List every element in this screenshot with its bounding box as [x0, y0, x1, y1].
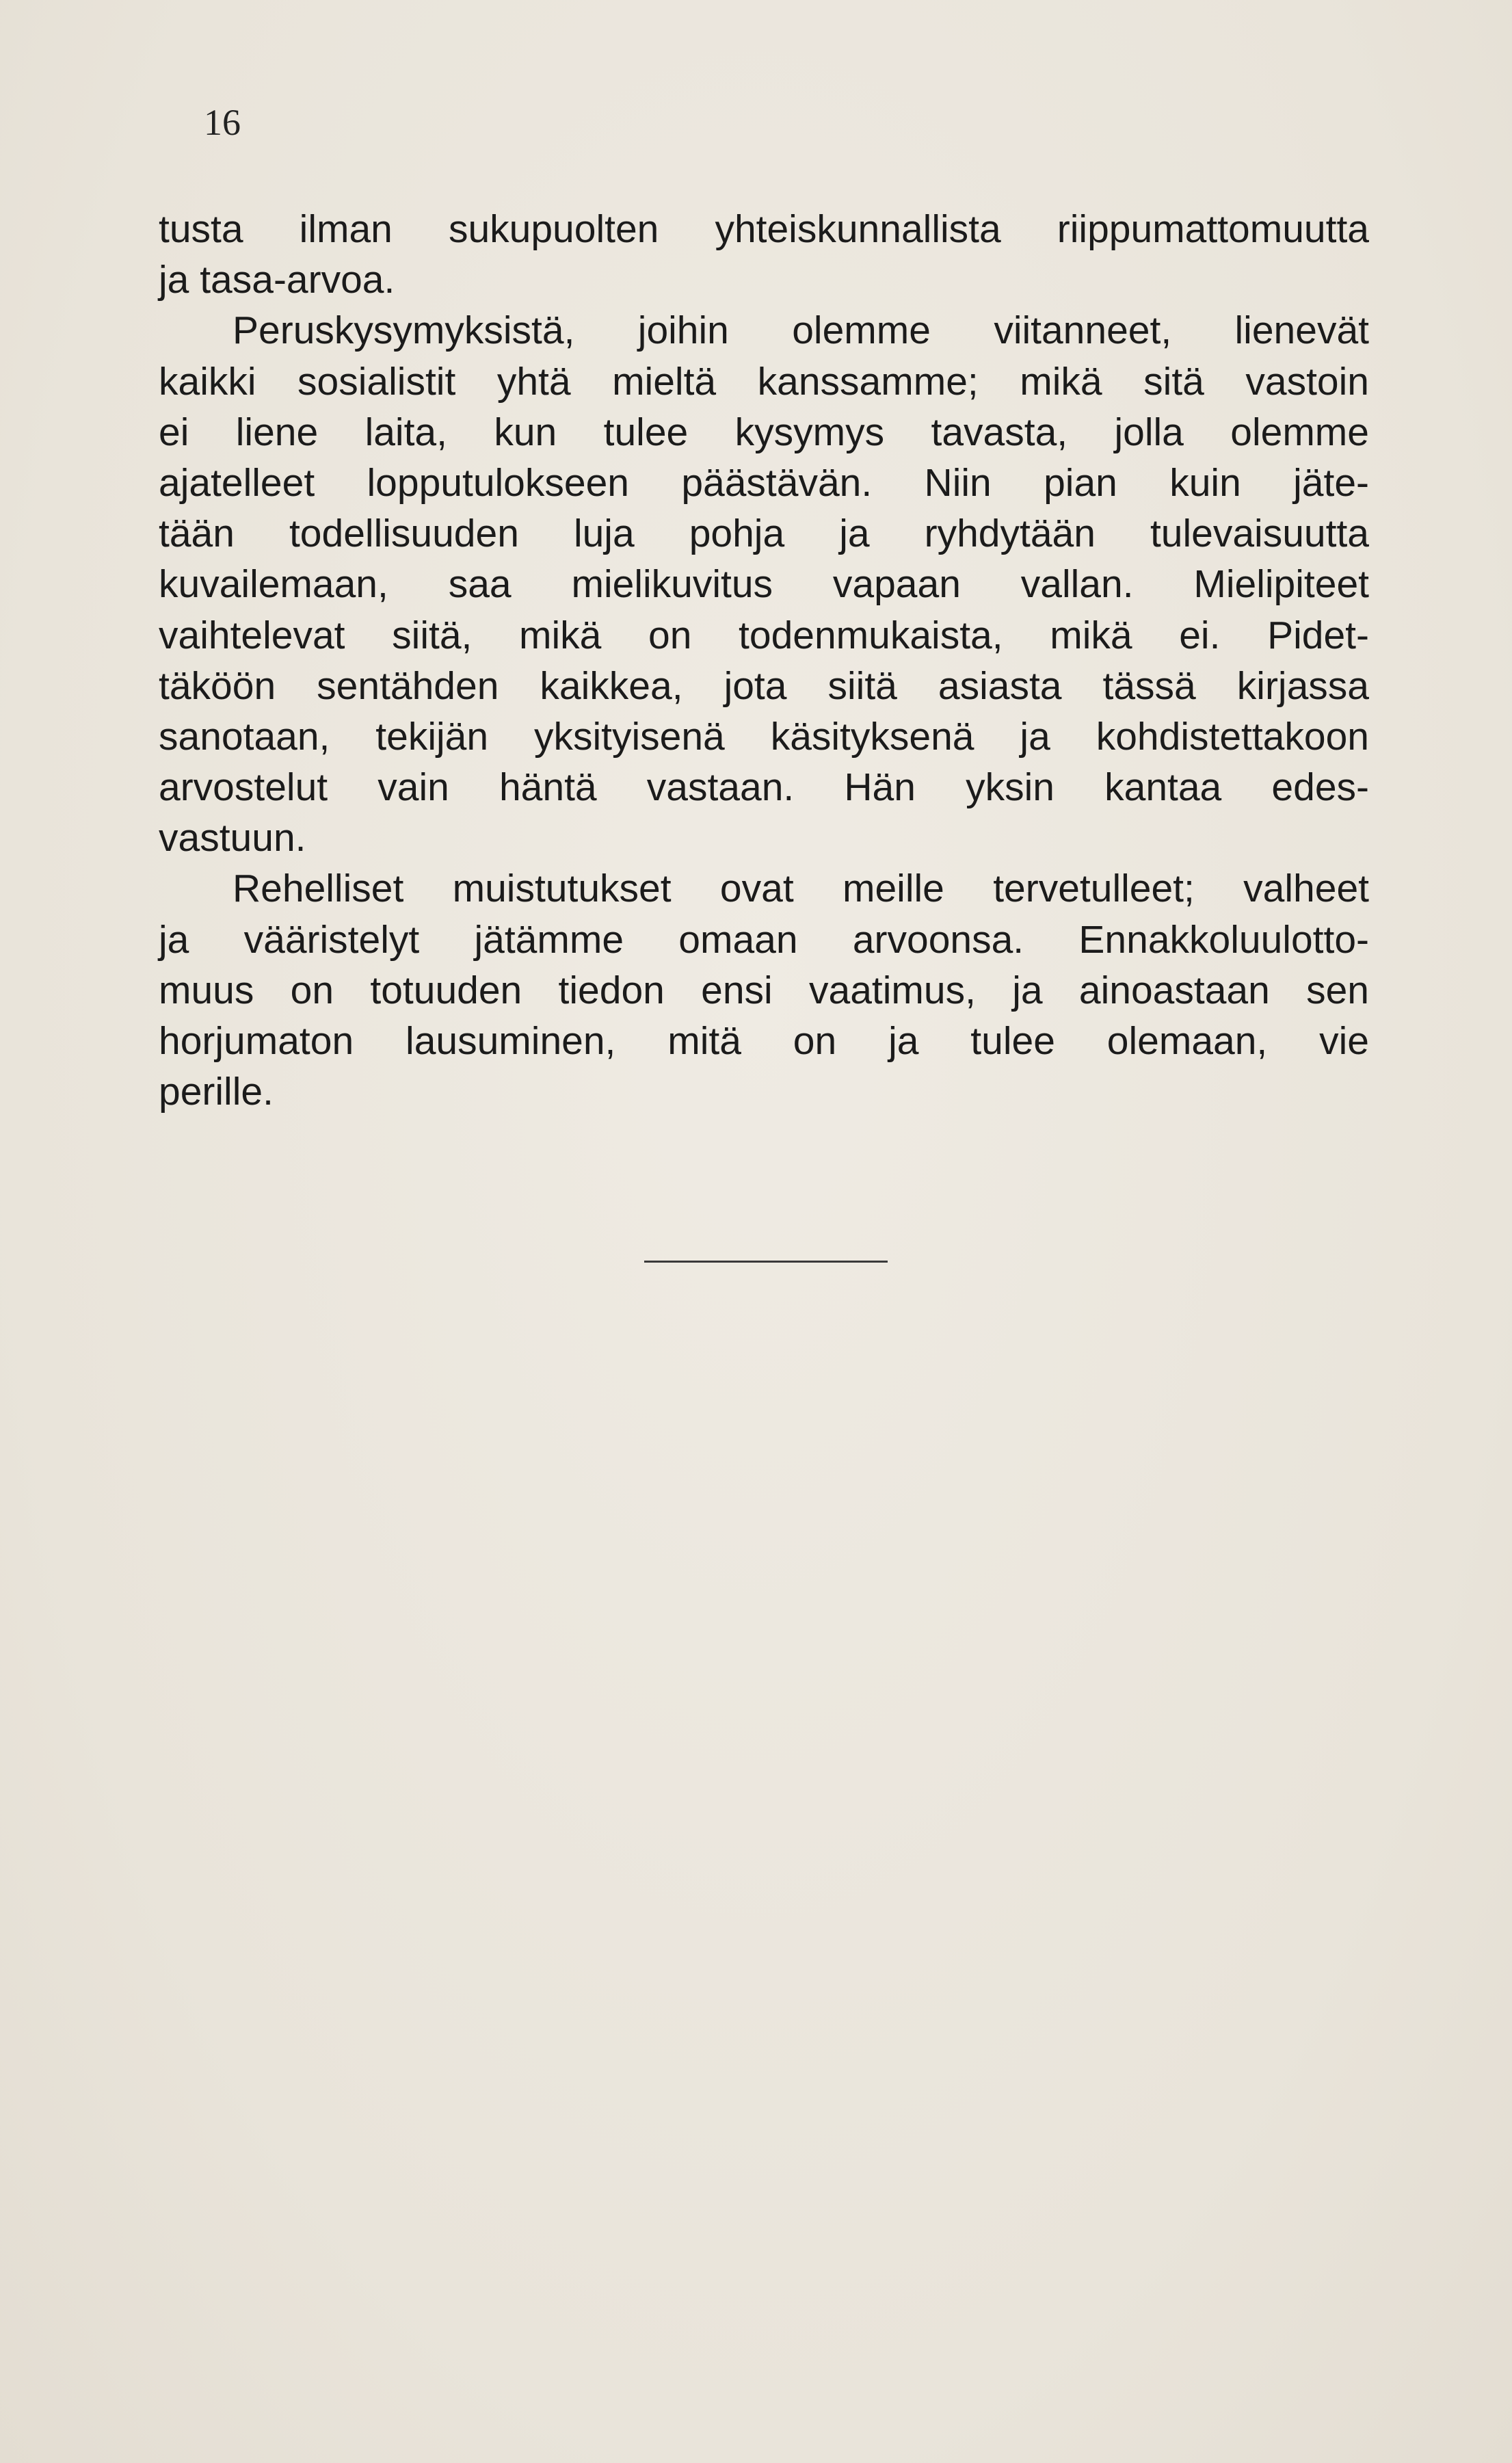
text-line: sanotaan, tekijän yksityisenä käsityksenä ja kohdistettakoon	[159, 714, 1369, 759]
text-line: ja vääristelyt jätämme omaan arvoonsa. Ennakkoluulotto-	[159, 917, 1369, 962]
text-line: ei liene laita, kun tulee kysymys tavasta, jolla olemme	[159, 410, 1369, 454]
text-line: vaihtelevat siitä, mikä on todenmukaista, mikä ei. Pidet-	[159, 613, 1369, 657]
section-divider-rule	[644, 1261, 888, 1263]
text-line: kaikki sosialistit yhtä mieltä kanssamme; mikä sitä vastoin	[159, 359, 1369, 404]
body-text	[159, 204, 1369, 1117]
text-line: kuvailemaan, saa mielikuvitus vapaan vallan. Mielipiteet	[159, 562, 1369, 607]
text-line: tään todellisuuden luja pohja ja ryhdytään tulevaisuutta	[159, 512, 1369, 556]
text-line: muus on totuuden tiedon ensi vaatimus, ja ainoastaan sen	[159, 968, 1369, 1012]
text-line: Peruskysymyksistä, joihin olemme viitanneet, lienevät	[233, 308, 1369, 353]
text-line: horjumaton lausuminen, mitä on ja tulee olemaan, vie	[159, 1019, 1369, 1063]
text-line: arvostelut vain häntä vastaan. Hän yksin kantaa edes-	[159, 765, 1369, 810]
text-line: ja tasa-arvoa.	[159, 258, 395, 302]
text-line: vastuun.	[159, 816, 306, 860]
page-number: 16	[204, 102, 241, 143]
text-line: Rehelliset muistutukset ovat meille tervetulleet; valheet	[233, 867, 1369, 911]
text-line: tusta ilman sukupuolten yhteiskunnallista riippumattomuutta	[159, 207, 1369, 251]
text-line: täköön sentähden kaikkea, jota siitä asiasta tässä kirjassa	[159, 663, 1369, 708]
text-line: ajatelleet lopputulokseen päästävän. Niin pian kuin jäte-	[159, 460, 1369, 505]
text-line: perille.	[159, 1070, 274, 1114]
